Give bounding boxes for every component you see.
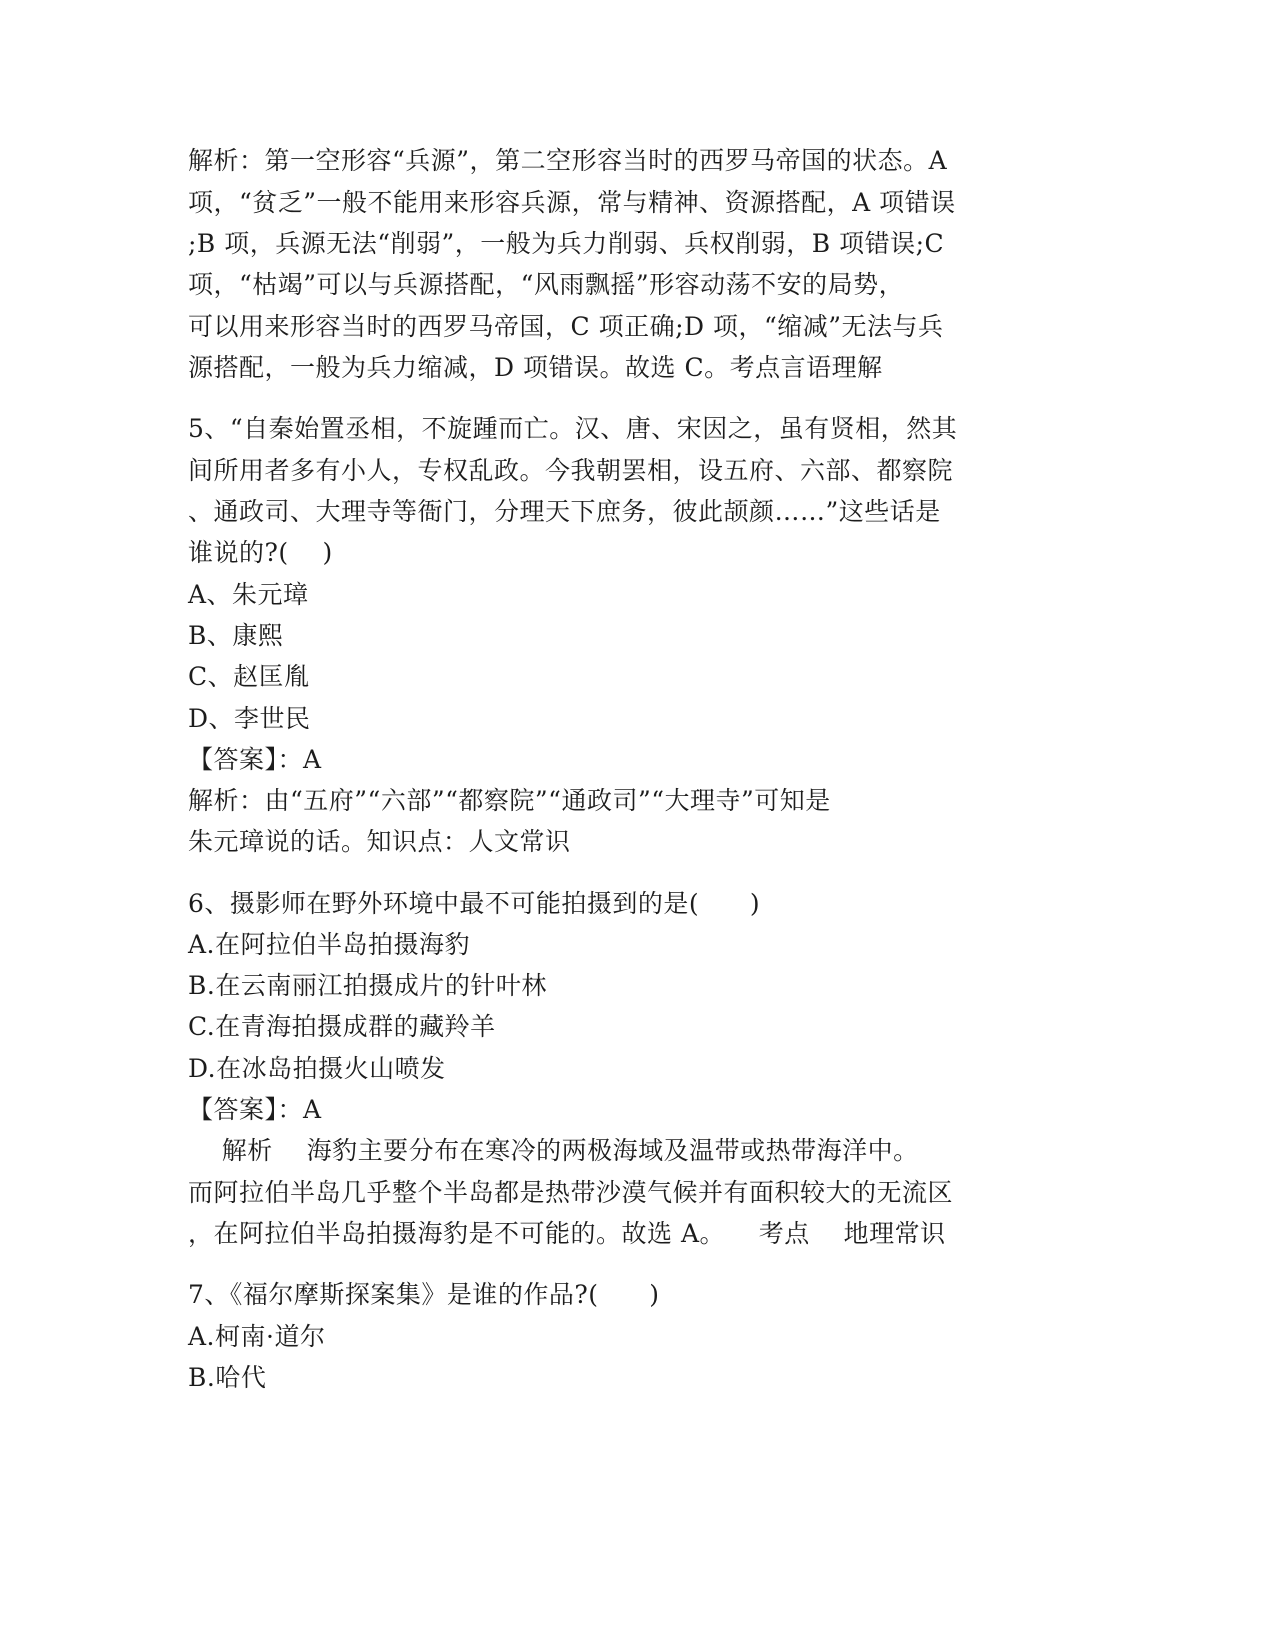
q6-option-b: B.在云南丽江拍摄成片的针叶林 <box>188 971 547 1000</box>
q5-explanation-line: 朱元璋说的话。知识点：人文常识 <box>188 827 571 856</box>
q6-option-c: C.在青海拍摄成群的藏羚羊 <box>188 1012 496 1041</box>
q6-question: 6、摄影师在野外环境中最不可能拍摄到的是( ) <box>188 889 761 918</box>
q7-option-b: B.哈代 <box>188 1363 267 1392</box>
q5-question-line: 谁说的?( ) <box>188 538 333 567</box>
q6-option-d: D.在冰岛拍摄火山喷发 <box>188 1054 446 1083</box>
q4-explanation-line: 项，“枯竭”可以与兵源搭配，“风雨飘摇”形容动荡不安的局势， <box>188 270 905 299</box>
q6-explanation-line: ，在阿拉伯半岛拍摄海豹是不可能的。故选 A。 考点 地理常识 <box>188 1219 946 1248</box>
q5-option-c: C、赵匡胤 <box>188 662 310 691</box>
q6-explanation-line: 而阿拉伯半岛几乎整个半岛都是热带沙漠气候并有面积较大的无流区 <box>188 1178 954 1207</box>
q4-explanation-line: 源搭配，一般为兵力缩减，D 项错误。故选 C。考点言语理解 <box>188 353 883 382</box>
q4-explanation-line: 项，“贫乏”一般不能用来形容兵源，常与精神、资源搭配，A 项错误 <box>188 188 956 217</box>
q7-question: 7、《福尔摩斯探案集》是谁的作品?( ) <box>188 1280 660 1309</box>
q5-question-line: 、通政司、大理寺等衙门，分理天下庶务，彼此颉颜……”这些话是 <box>188 497 941 526</box>
q5-option-d: D、李世民 <box>188 704 311 733</box>
q6-explanation-line: 解析 海豹主要分布在寒冷的两极海域及温带或热带海洋中。 <box>188 1136 919 1165</box>
q5-option-b: B、康熙 <box>188 621 284 650</box>
q4-explanation-line: ;B 项，兵源无法“削弱”，一般为兵力削弱、兵权削弱，B 项错误;C <box>188 229 945 258</box>
q4-explanation-line: 解析：第一空形容“兵源”，第二空形容当时的西罗马帝国的状态。A <box>188 146 948 175</box>
q4-explanation-line: 可以用来形容当时的西罗马帝国，C 项正确;D 项，“缩减”无法与兵 <box>188 312 944 341</box>
q5-explanation-line: 解析：由“五府”“六部”“都察院”“通政司”“大理寺”可知是 <box>188 786 831 815</box>
q6-answer: 【答案】：A <box>188 1095 322 1124</box>
q5-option-a: A、朱元璋 <box>188 580 309 609</box>
q7-option-a: A.柯南·道尔 <box>188 1322 326 1351</box>
q5-question-line: 5、“自秦始置丞相，不旋踵而亡。汉、唐、宋因之，虽有贤相，然其 <box>188 414 958 443</box>
q6-option-a: A.在阿拉伯半岛拍摄海豹 <box>188 930 471 959</box>
q5-question-line: 间所用者多有小人，专权乱政。今我朝罢相，设五府、六部、都察院 <box>188 456 954 485</box>
q5-answer: 【答案】：A <box>188 745 322 774</box>
